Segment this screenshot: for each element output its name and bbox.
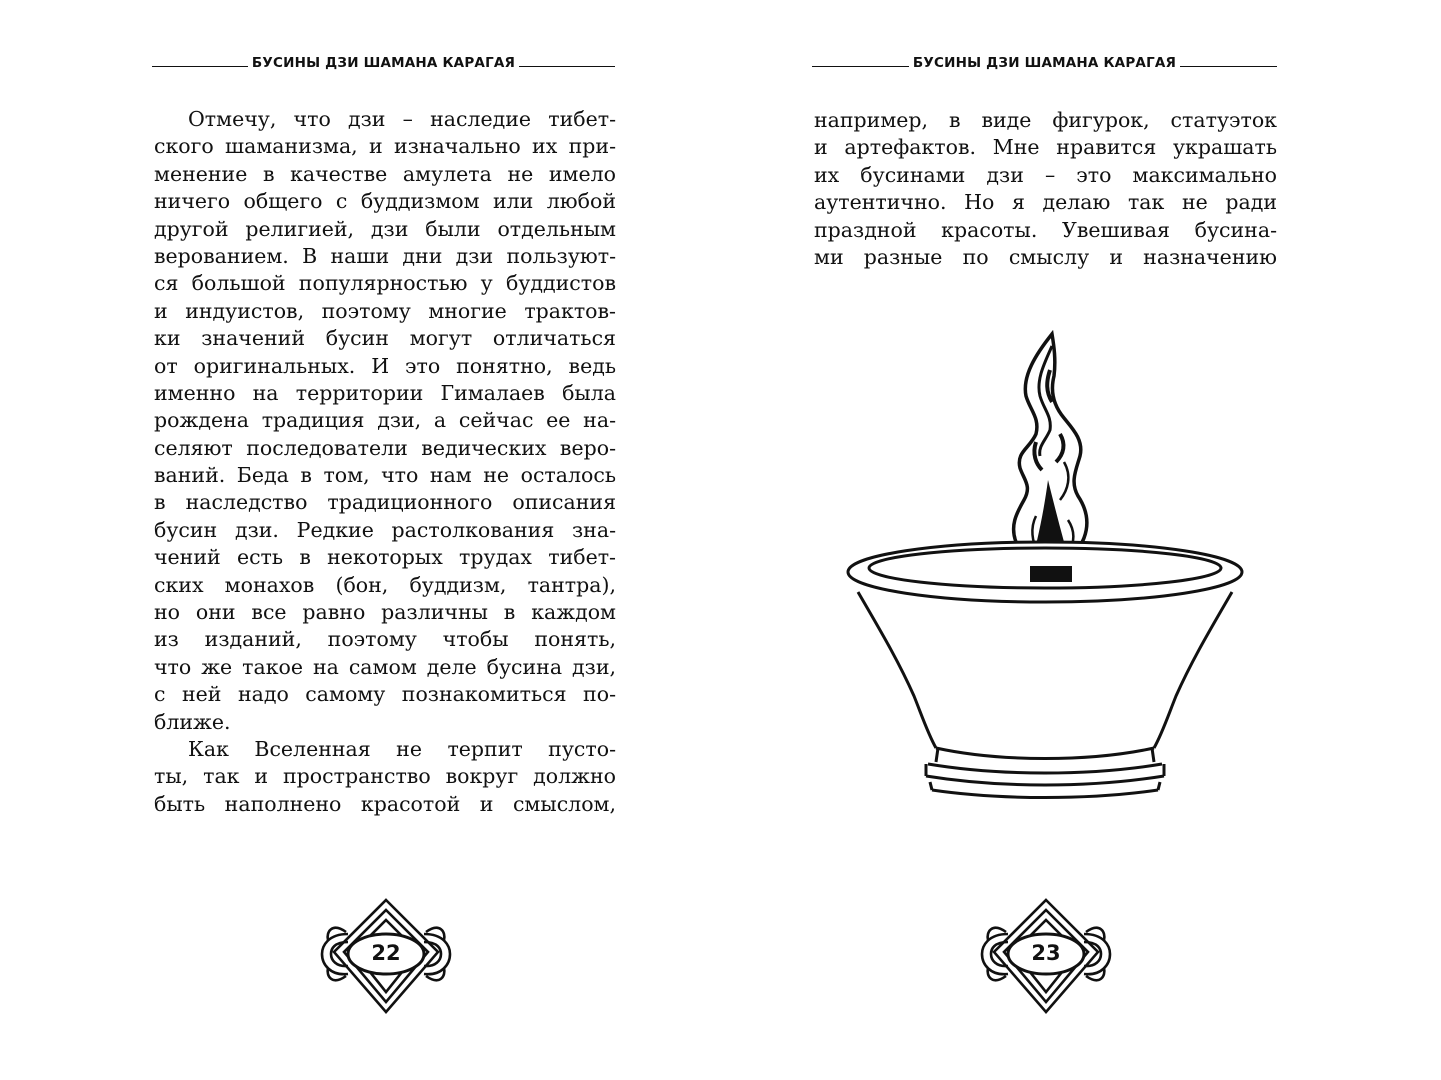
page-number: 23 <box>1031 941 1061 965</box>
running-head-rule-left <box>152 66 248 67</box>
left-page <box>0 0 720 1080</box>
text-line: ваний. Беда в том, что нам не осталось <box>154 463 616 488</box>
text-line: Как Вселенная не терпит пусто- <box>188 736 616 761</box>
running-head <box>152 55 615 71</box>
running-head-rule-left <box>812 66 909 67</box>
running-head <box>812 55 1277 71</box>
butter-lamp-icon <box>840 330 1250 810</box>
text-line: ничего общего с буддизмом или любой <box>154 189 616 214</box>
text-line: Отмечу, что дзи – наследие тибет- <box>188 107 616 131</box>
running-head-rule-right <box>1180 66 1277 67</box>
text-line: менение в качестве амулета не имело <box>154 161 616 186</box>
text-line: другой религией, дзи были отдельным <box>154 216 616 241</box>
body-text <box>814 107 1277 271</box>
text-line: праздной красоты. Увешивая бусина- <box>814 217 1277 242</box>
text-line: их бусинами дзи – это максимально <box>814 162 1277 187</box>
text-line: что же такое на самом деле бусина дзи, <box>154 654 616 679</box>
text-line: из изданий, поэтому чтобы понять, <box>154 627 616 652</box>
running-head-text: БУСИНЫ ДЗИ ШАМАНА КАРАГАЯ <box>912 55 1177 71</box>
text-line: от оригинальных. И это понятно, ведь <box>154 353 616 378</box>
text-line: и индуистов, поэтому многие трактов- <box>154 298 616 323</box>
page-number: 22 <box>371 941 401 965</box>
text-line: верованием. В наши дни дзи пользуют- <box>154 243 616 268</box>
text-line: ского шаманизма, и изначально их при- <box>154 134 616 159</box>
running-head-rule-right <box>519 66 615 67</box>
text-line: чений есть в некоторых трудах тибет- <box>154 545 616 570</box>
right-page <box>720 0 1440 1080</box>
body-text <box>154 106 616 818</box>
page-number-ornament <box>978 896 1114 1016</box>
text-line: ми разные по смыслу и назначению <box>814 244 1277 269</box>
text-line: рождена традиция дзи, а сейчас ее на- <box>154 408 616 433</box>
text-line: с ней надо самому познакомиться по- <box>154 682 616 707</box>
page-number-ornament <box>318 896 454 1016</box>
text-line: ты, так и пространство вокруг должно <box>154 764 616 789</box>
text-line: быть наполнено красотой и смыслом, <box>154 791 616 816</box>
text-line: ки значений бусин могут отличаться <box>154 326 616 351</box>
text-line: в наследство традиционного описания <box>154 490 616 515</box>
text-line: но они все равно различны в каждом <box>154 600 616 625</box>
text-line: именно на территории Гималаев была <box>154 380 616 405</box>
text-line: ских монахов (бон, буддизм, тантра), <box>154 572 616 597</box>
bowl-icon <box>848 542 1242 798</box>
text-line: например, в виде фигурок, статуэток <box>814 108 1277 132</box>
text-line: селяют последователи ведических веро- <box>154 435 616 460</box>
running-head-text: БУСИНЫ ДЗИ ШАМАНА КАРАГАЯ <box>251 55 516 71</box>
text-line: ся большой популярностью у буддистов <box>154 271 616 296</box>
text-line: и артефактов. Мне нравится украшать <box>814 135 1277 160</box>
text-line: аутентично. Но я делаю так не ради <box>814 190 1277 215</box>
text-line: бусин дзи. Редкие растолкования зна- <box>154 517 616 542</box>
text-line: ближе. <box>154 709 231 734</box>
